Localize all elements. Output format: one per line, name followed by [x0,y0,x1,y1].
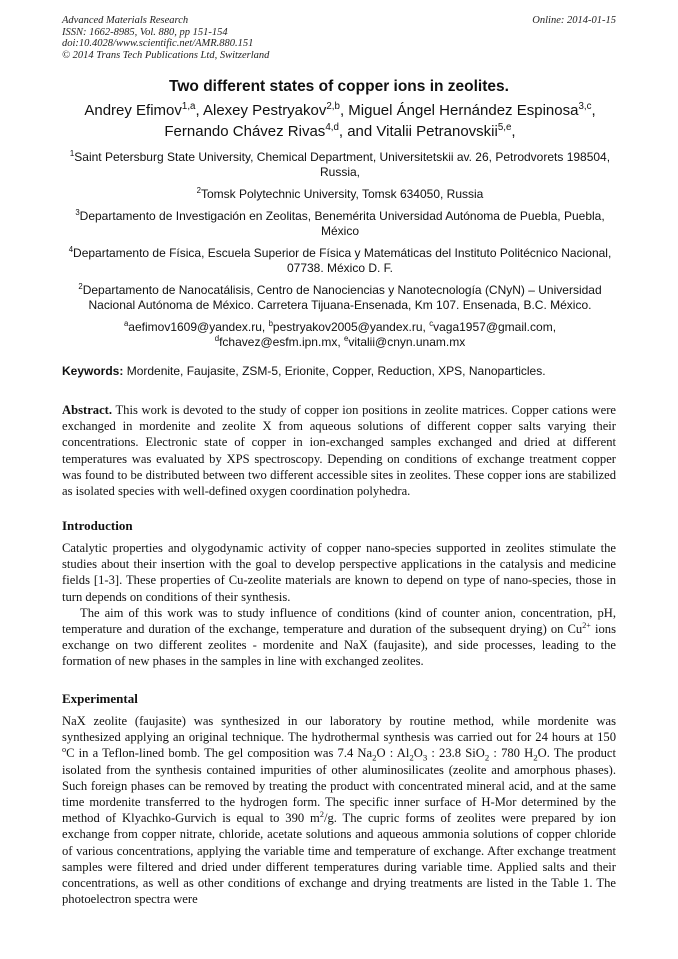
affiliation-sup: 4 [68,245,74,254]
superscript: 2 [319,810,324,820]
copyright: © 2014 Trans Tech Publications Ltd, Switzerland [62,49,270,61]
subscript: 2 [409,752,414,763]
online-date: Online: 2014-01-15 [532,15,616,26]
text-run: /g. The cupric forms of zeolites were prepared by ion exchange from copper nitrate, chloride, acetate solutions and aqueous ammonia solutions of copper chloride of various concentrations, applying the variable time and temperature of exchange. After exchange treatment samples were filtered and dried under different temperatures during variable time. Applied salts and their concentrations, as well as other conditions of exchange and drying treatments are listed in the Table 1. The photoelectron spectra were [62,811,616,907]
affiliations [60,150,620,357]
paragraph: Catalytic properties and olygodynamic activity of copper nano-species supported in zeolites stimulate the studies about their insertion with the goal to develop perspective applications in the catalysis and medicine fields [1-3]. These properties of Cu-zeolite materials are known to depend on type of nano-species, those in turn depends on conditions of their synthesis. [62,541,616,604]
affiliation-text: Saint Petersburg State University, Chemical Department, Universitetskii av. 26, Petrodvorets 198504, Russia, [74,150,611,179]
issn: ISSN: 1662-8985, Vol. 880, pp 151-154 [62,26,228,38]
text-run: C in a Teflon-lined bomb. The gel composition was 7.4 Na [66,746,373,761]
affiliation-sup: 1 [69,149,75,158]
affiliation-text: Tomsk Polytechnic University, Tomsk 634050, Russia [201,187,484,201]
text-run: The aim of this work was to study influence of conditions (kind of counter anion, concentration, pH, temperature and duration of the exchange, temperature and duration of the subsequent drying) on Cu [62,605,616,637]
affiliation-text: Departamento de Física, Escuela Superior de Física y Matemáticas del Instituto Politécnico Nacional, 07738. México D. F. [73,246,612,275]
paper-title: Two different states of copper ions in zeolites. [169,78,509,95]
author-name: Miguel Ángel Hernández Espinosa [348,102,579,119]
affiliation-sup: 2 [196,186,201,195]
affiliation-text: Departamento de Nanocatálisis, Centro de Nanociencias y Nanotecnología (CNyN) – Universidad Nacional Autónoma de México. Carretera Tijuana-Ensenada, Km 107. Ensenada, B.C. México. [82,283,602,312]
superscript: 2+ [582,620,591,630]
email-link[interactable]: pestryakov2005@yandex.ru, [272,320,426,334]
email-link[interactable]: fchavez@esfm.ipn.mx, [219,335,341,349]
author-sup: 3,c [578,101,592,112]
affiliation-text: Departamento de Investigación en Zeolitas, Benemérita Universidad Autónoma de Puebla, Puebla, México [79,209,605,238]
affiliation [60,246,620,276]
text-run: : 23.8 SiO [427,746,485,761]
email-link[interactable]: vitalii@cnyn.unam.mx [348,335,466,349]
text-run: O. The product isolated from the synthesis contained impurities of other aluminosilicates (zeolite and amorphous phases). Such foreign phases can be removed by treating the product with concentrated mineral acid, and at the same time mordenite transferred to the hydrogen form. The specific inner surface of H-Mor determined by the method of Klyachko-Gurvich is equal to 390 m [62,746,616,826]
affiliation-sup: 3 [75,208,80,217]
author-sup: 1,a [181,101,196,112]
keywords [62,363,618,379]
text-run: NaX zeolite (faujasite) was synthesized in our laboratory by routine method, while mordenite was synthesized applying an original technique. The hydrothermal synthesis was carried out for 24 hours at 150 [62,714,616,745]
affiliation [60,283,620,313]
author-sup: 4,d [325,122,339,133]
journal-name: Advanced Materials Research [62,15,189,26]
author-sup: 2,b [326,101,340,112]
author-name: Andrey Efimov [84,102,182,119]
affiliation-sup: 2 [78,282,83,291]
paragraph [62,605,616,670]
email-link[interactable]: aefimov1609@yandex.ru, [128,320,266,334]
text-run: O [413,746,423,761]
doi: doi:10.4028/www.scientific.net/AMR.880.151 [62,38,254,49]
keywords-text: Mordenite, Faujasite, ZSM-5, Erionite, Copper, Reduction, XPS, Nanoparticles. [123,364,546,378]
text-run: : 780 H [489,746,534,761]
abstract [62,402,616,499]
subscript: 2 [533,752,538,763]
introduction-body [62,540,616,670]
section-heading-introduction: Introduction [62,518,133,533]
section-heading-experimental: Experimental [62,691,138,706]
author-list: Andrey Efimov$^{1,a}$, Alexey Pestryakov$^{2,b}$, Miguel Ángel Hernández Espinosa$^{3,c}$, Fernando Chávez Rivas$^{4,d}$, and Vitalii Petranovskii$^{5,e}$, [84,101,596,140]
email-list: $^a$aefimov1609@yandex.ru, $^b$pestryakov2005@yandex.ru, $^c$vaga1957@gmail.com, $^d$fchavez@esfm.ipn.mx, $^e$vitalii@cnyn.unam.mx [123,319,557,349]
author-name: Alexey Pestryakov [202,102,327,119]
subscript: 2 [372,752,377,763]
journal-header [62,15,616,61]
affiliation [60,187,620,202]
keywords-label: Keywords: [62,364,124,378]
subscript: 2 [484,752,490,763]
text-run: O : Al [376,746,410,761]
abstract-label: Abstract. [62,403,113,417]
author-name: Fernando Chávez Rivas [164,123,326,140]
author-name: Vitalii Petranovskii [376,123,498,140]
author-sup: 5,e [497,122,512,133]
paragraph [62,713,616,907]
subscript: 3 [422,752,428,763]
affiliation [60,209,620,239]
superscript: o [62,745,67,755]
text-run: ions exchange on two different zeolites - mordenite and NaX (faujasite), and side processes, leading to the formation of new phases in the samples in line with exchanged zeolites. [62,622,616,669]
experimental-body [62,713,616,907]
abstract-text: This work is devoted to the study of copper ion positions in zeolite matrices. Copper cations were exchanged in mordenite and zeolite X from aqueous solutions of different copper salts varying their concentrations. Electronic state of copper in ion-exchanged samples exchanged and dried at different temperatures was evaluated by XPS spectroscopy. Depending on conditions of exchange treatment copper was found to be distributed between two different accessible sites in zeolites. These copper ions are stabilized as isolated species with well-defined oxygen coordination polyhedra. [62,403,616,499]
email-link[interactable]: vaga1957@gmail.com, [433,320,557,334]
affiliation [60,150,620,180]
